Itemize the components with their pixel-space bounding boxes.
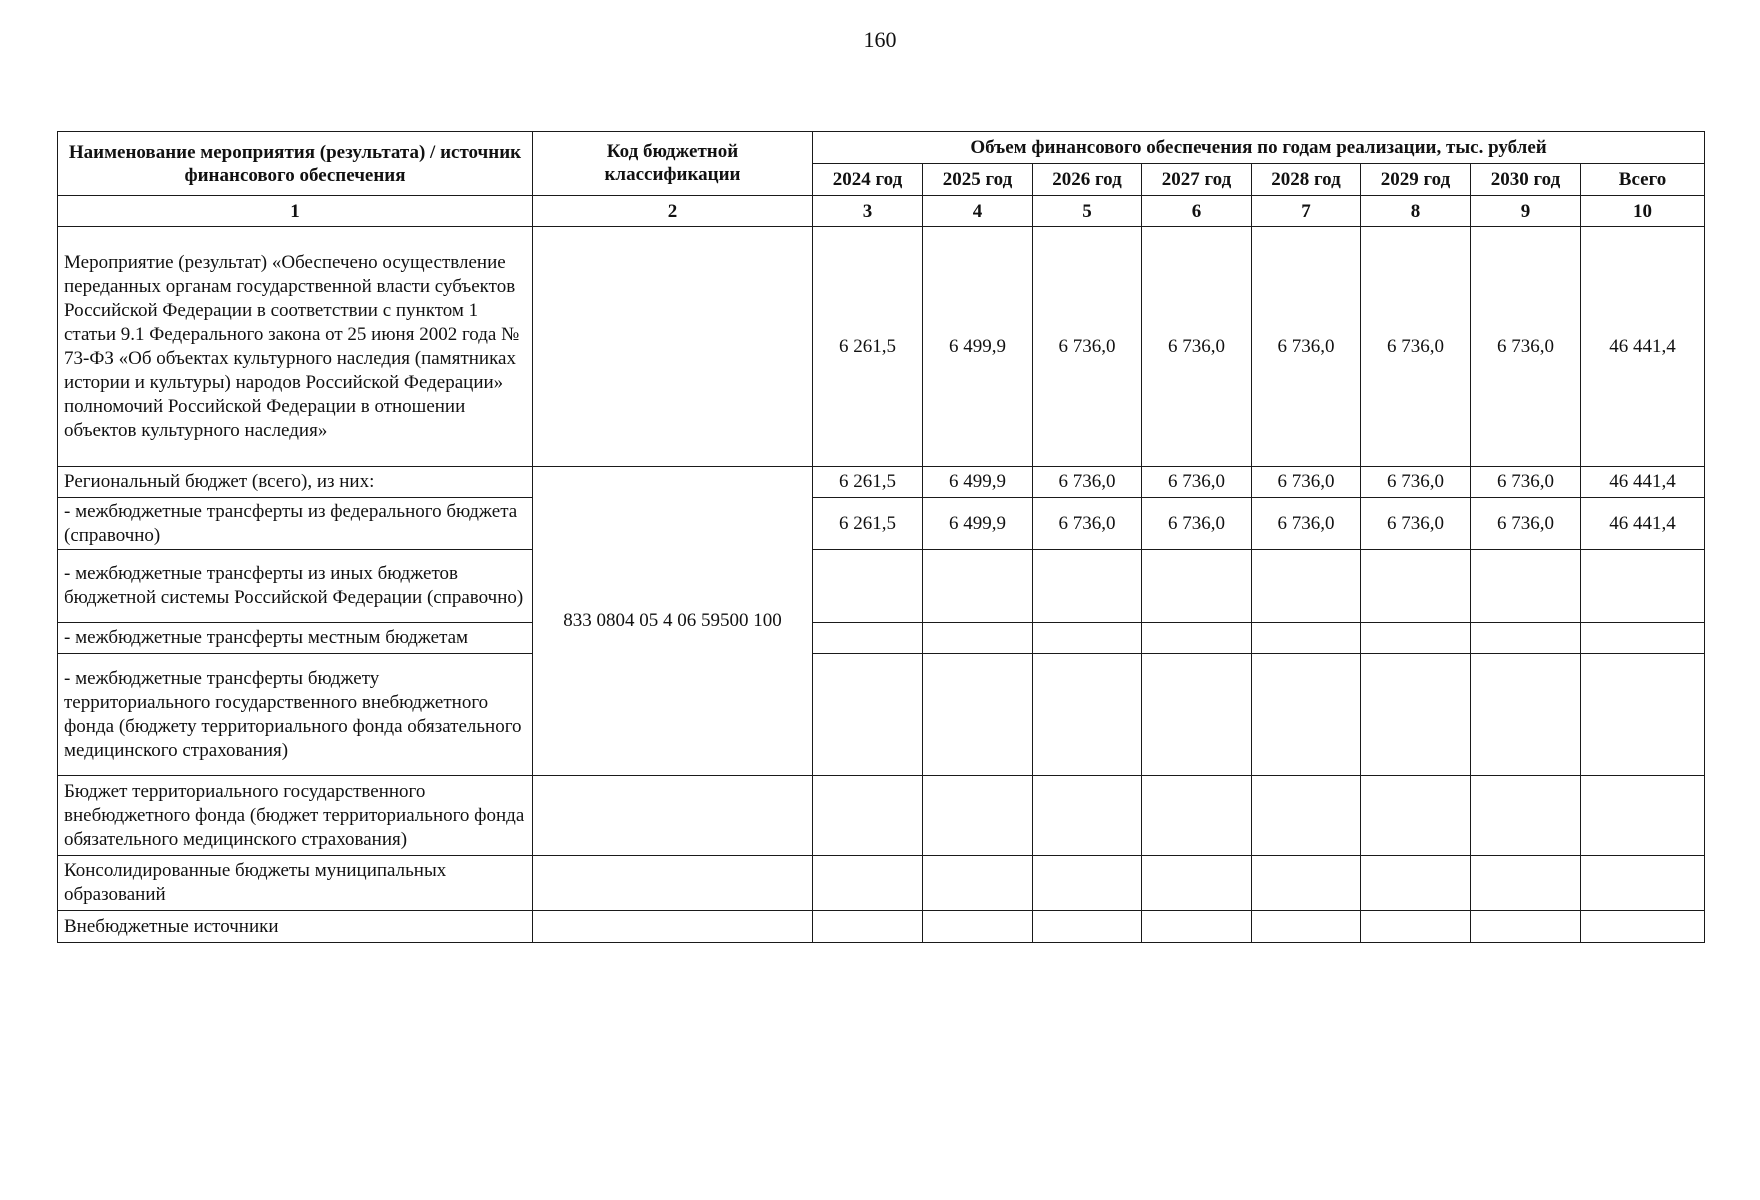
row-code xyxy=(533,911,813,943)
value-2026 xyxy=(1033,623,1142,654)
value-2027 xyxy=(1142,623,1252,654)
value-2030 xyxy=(1471,654,1581,776)
header-total: Всего xyxy=(1581,164,1705,196)
table-row xyxy=(58,911,1705,943)
value-2027 xyxy=(1142,776,1252,856)
row-name: - межбюджетные трансферты из иных бюджетов бюджетной системы Российской Федерации (справочно) xyxy=(58,550,533,623)
value-2028: 6 736,0 xyxy=(1252,227,1361,467)
value-total: 46 441,4 xyxy=(1581,227,1705,467)
header-name: Наименование мероприятия (результата) / источник финансового обеспечения xyxy=(58,132,533,196)
col-number-5: 5 xyxy=(1033,196,1142,227)
value-2027: 6 736,0 xyxy=(1142,498,1252,550)
row-name: Региональный бюджет (всего), из них: xyxy=(58,467,533,498)
value-2024 xyxy=(813,776,923,856)
row-name: - межбюджетные трансферты из федерального бюджета (справочно) xyxy=(58,498,533,550)
value-2028 xyxy=(1252,856,1361,911)
value-2029 xyxy=(1361,776,1471,856)
header-year-2027: 2027 год xyxy=(1142,164,1252,196)
value-total xyxy=(1581,856,1705,911)
value-2024 xyxy=(813,856,923,911)
value-2027: 6 736,0 xyxy=(1142,227,1252,467)
row-code xyxy=(533,776,813,856)
value-2030 xyxy=(1471,776,1581,856)
value-2027: 6 736,0 xyxy=(1142,467,1252,498)
value-2025 xyxy=(923,623,1033,654)
value-2024: 6 261,5 xyxy=(813,467,923,498)
value-2024 xyxy=(813,654,923,776)
value-total: 46 441,4 xyxy=(1581,467,1705,498)
value-2026 xyxy=(1033,911,1142,943)
table-row xyxy=(58,654,1705,776)
value-2030 xyxy=(1471,856,1581,911)
value-total xyxy=(1581,623,1705,654)
page-number: 160 xyxy=(863,27,897,52)
value-2024 xyxy=(813,911,923,943)
header-code: Код бюджетной классификации xyxy=(533,132,813,196)
value-2026 xyxy=(1033,856,1142,911)
row-name: - межбюджетные трансферты бюджету территориального государственного внебюджетного фонда (бюджету территориального фонда обязательного медицинского страхования) xyxy=(58,654,533,776)
value-2026 xyxy=(1033,654,1142,776)
value-total xyxy=(1581,776,1705,856)
value-2025 xyxy=(923,776,1033,856)
value-2030: 6 736,0 xyxy=(1471,498,1581,550)
value-2028: 6 736,0 xyxy=(1252,498,1361,550)
value-2028 xyxy=(1252,550,1361,623)
value-total xyxy=(1581,550,1705,623)
col-number-6: 6 xyxy=(1142,196,1252,227)
header-year-2024: 2024 год xyxy=(813,164,923,196)
table-row xyxy=(58,550,1705,623)
value-2027 xyxy=(1142,550,1252,623)
table-row xyxy=(58,776,1705,856)
value-2025: 6 499,9 xyxy=(923,227,1033,467)
value-2029 xyxy=(1361,550,1471,623)
value-2028: 6 736,0 xyxy=(1252,467,1361,498)
value-2026: 6 736,0 xyxy=(1033,227,1142,467)
value-2030: 6 736,0 xyxy=(1471,227,1581,467)
header-year-2028: 2028 год xyxy=(1252,164,1361,196)
header-year-2025: 2025 год xyxy=(923,164,1033,196)
value-2026 xyxy=(1033,776,1142,856)
value-total xyxy=(1581,654,1705,776)
table-row xyxy=(58,498,1705,550)
value-2028 xyxy=(1252,911,1361,943)
row-name: Внебюджетные источники xyxy=(58,911,533,943)
col-number-8: 8 xyxy=(1361,196,1471,227)
value-2029 xyxy=(1361,856,1471,911)
header-year-2029: 2029 год xyxy=(1361,164,1471,196)
value-2026: 6 736,0 xyxy=(1033,467,1142,498)
value-2025 xyxy=(923,856,1033,911)
value-2029: 6 736,0 xyxy=(1361,498,1471,550)
value-2029: 6 736,0 xyxy=(1361,467,1471,498)
value-2028 xyxy=(1252,654,1361,776)
table-row xyxy=(58,856,1705,911)
value-2029 xyxy=(1361,654,1471,776)
col-number-3: 3 xyxy=(813,196,923,227)
value-2026 xyxy=(1033,550,1142,623)
value-2026: 6 736,0 xyxy=(1033,498,1142,550)
value-2027 xyxy=(1142,654,1252,776)
value-2024 xyxy=(813,550,923,623)
value-2028 xyxy=(1252,623,1361,654)
col-number-9: 9 xyxy=(1471,196,1581,227)
value-2025: 6 499,9 xyxy=(923,498,1033,550)
row-code xyxy=(533,856,813,911)
row-code xyxy=(533,227,813,467)
table-row xyxy=(58,467,1705,498)
row-name: Мероприятие (результат) «Обеспечено осуществление переданных органам государственной власти субъектов Российской Федерации в соответствии с пунктом 1 статьи 9.1 Федерального закона от 25 июня 2002 года № 73-ФЗ «Об объектах культурного наследия (памятниках истории и культуры) народов Российской Федерации» полномочий Российской Федерации в отношении объектов культурного наследия» xyxy=(58,227,533,467)
col-number-4: 4 xyxy=(923,196,1033,227)
header-year-2026: 2026 год xyxy=(1033,164,1142,196)
value-2029 xyxy=(1361,911,1471,943)
row-name: Бюджет территориального государственного внебюджетного фонда (бюджет территориального фонда обязательного медицинского страхования) xyxy=(58,776,533,856)
value-2030: 6 736,0 xyxy=(1471,467,1581,498)
value-2027 xyxy=(1142,856,1252,911)
header-year-2030: 2030 год xyxy=(1471,164,1581,196)
value-2025 xyxy=(923,550,1033,623)
value-2030 xyxy=(1471,623,1581,654)
col-number-10: 10 xyxy=(1581,196,1705,227)
funding-table xyxy=(57,131,1705,943)
value-total xyxy=(1581,911,1705,943)
value-2030 xyxy=(1471,911,1581,943)
value-2024: 6 261,5 xyxy=(813,498,923,550)
col-number-7: 7 xyxy=(1252,196,1361,227)
table-row xyxy=(58,227,1705,467)
row-name: - межбюджетные трансферты местным бюджетам xyxy=(58,623,533,654)
value-2030 xyxy=(1471,550,1581,623)
value-2025 xyxy=(923,911,1033,943)
value-2024 xyxy=(813,623,923,654)
col-number-2: 2 xyxy=(533,196,813,227)
header-funding-group: Объем финансового обеспечения по годам реализации, тыс. рублей xyxy=(813,132,1705,164)
value-total: 46 441,4 xyxy=(1581,498,1705,550)
table-row xyxy=(58,623,1705,654)
value-2028 xyxy=(1252,776,1361,856)
col-number-1: 1 xyxy=(58,196,533,227)
value-2027 xyxy=(1142,911,1252,943)
value-2024: 6 261,5 xyxy=(813,227,923,467)
row-name: Консолидированные бюджеты муниципальных образований xyxy=(58,856,533,911)
value-2025: 6 499,9 xyxy=(923,467,1033,498)
value-2029 xyxy=(1361,623,1471,654)
regional-budget-code: 833 0804 05 4 06 59500 100 xyxy=(533,467,813,776)
value-2029: 6 736,0 xyxy=(1361,227,1471,467)
value-2025 xyxy=(923,654,1033,776)
